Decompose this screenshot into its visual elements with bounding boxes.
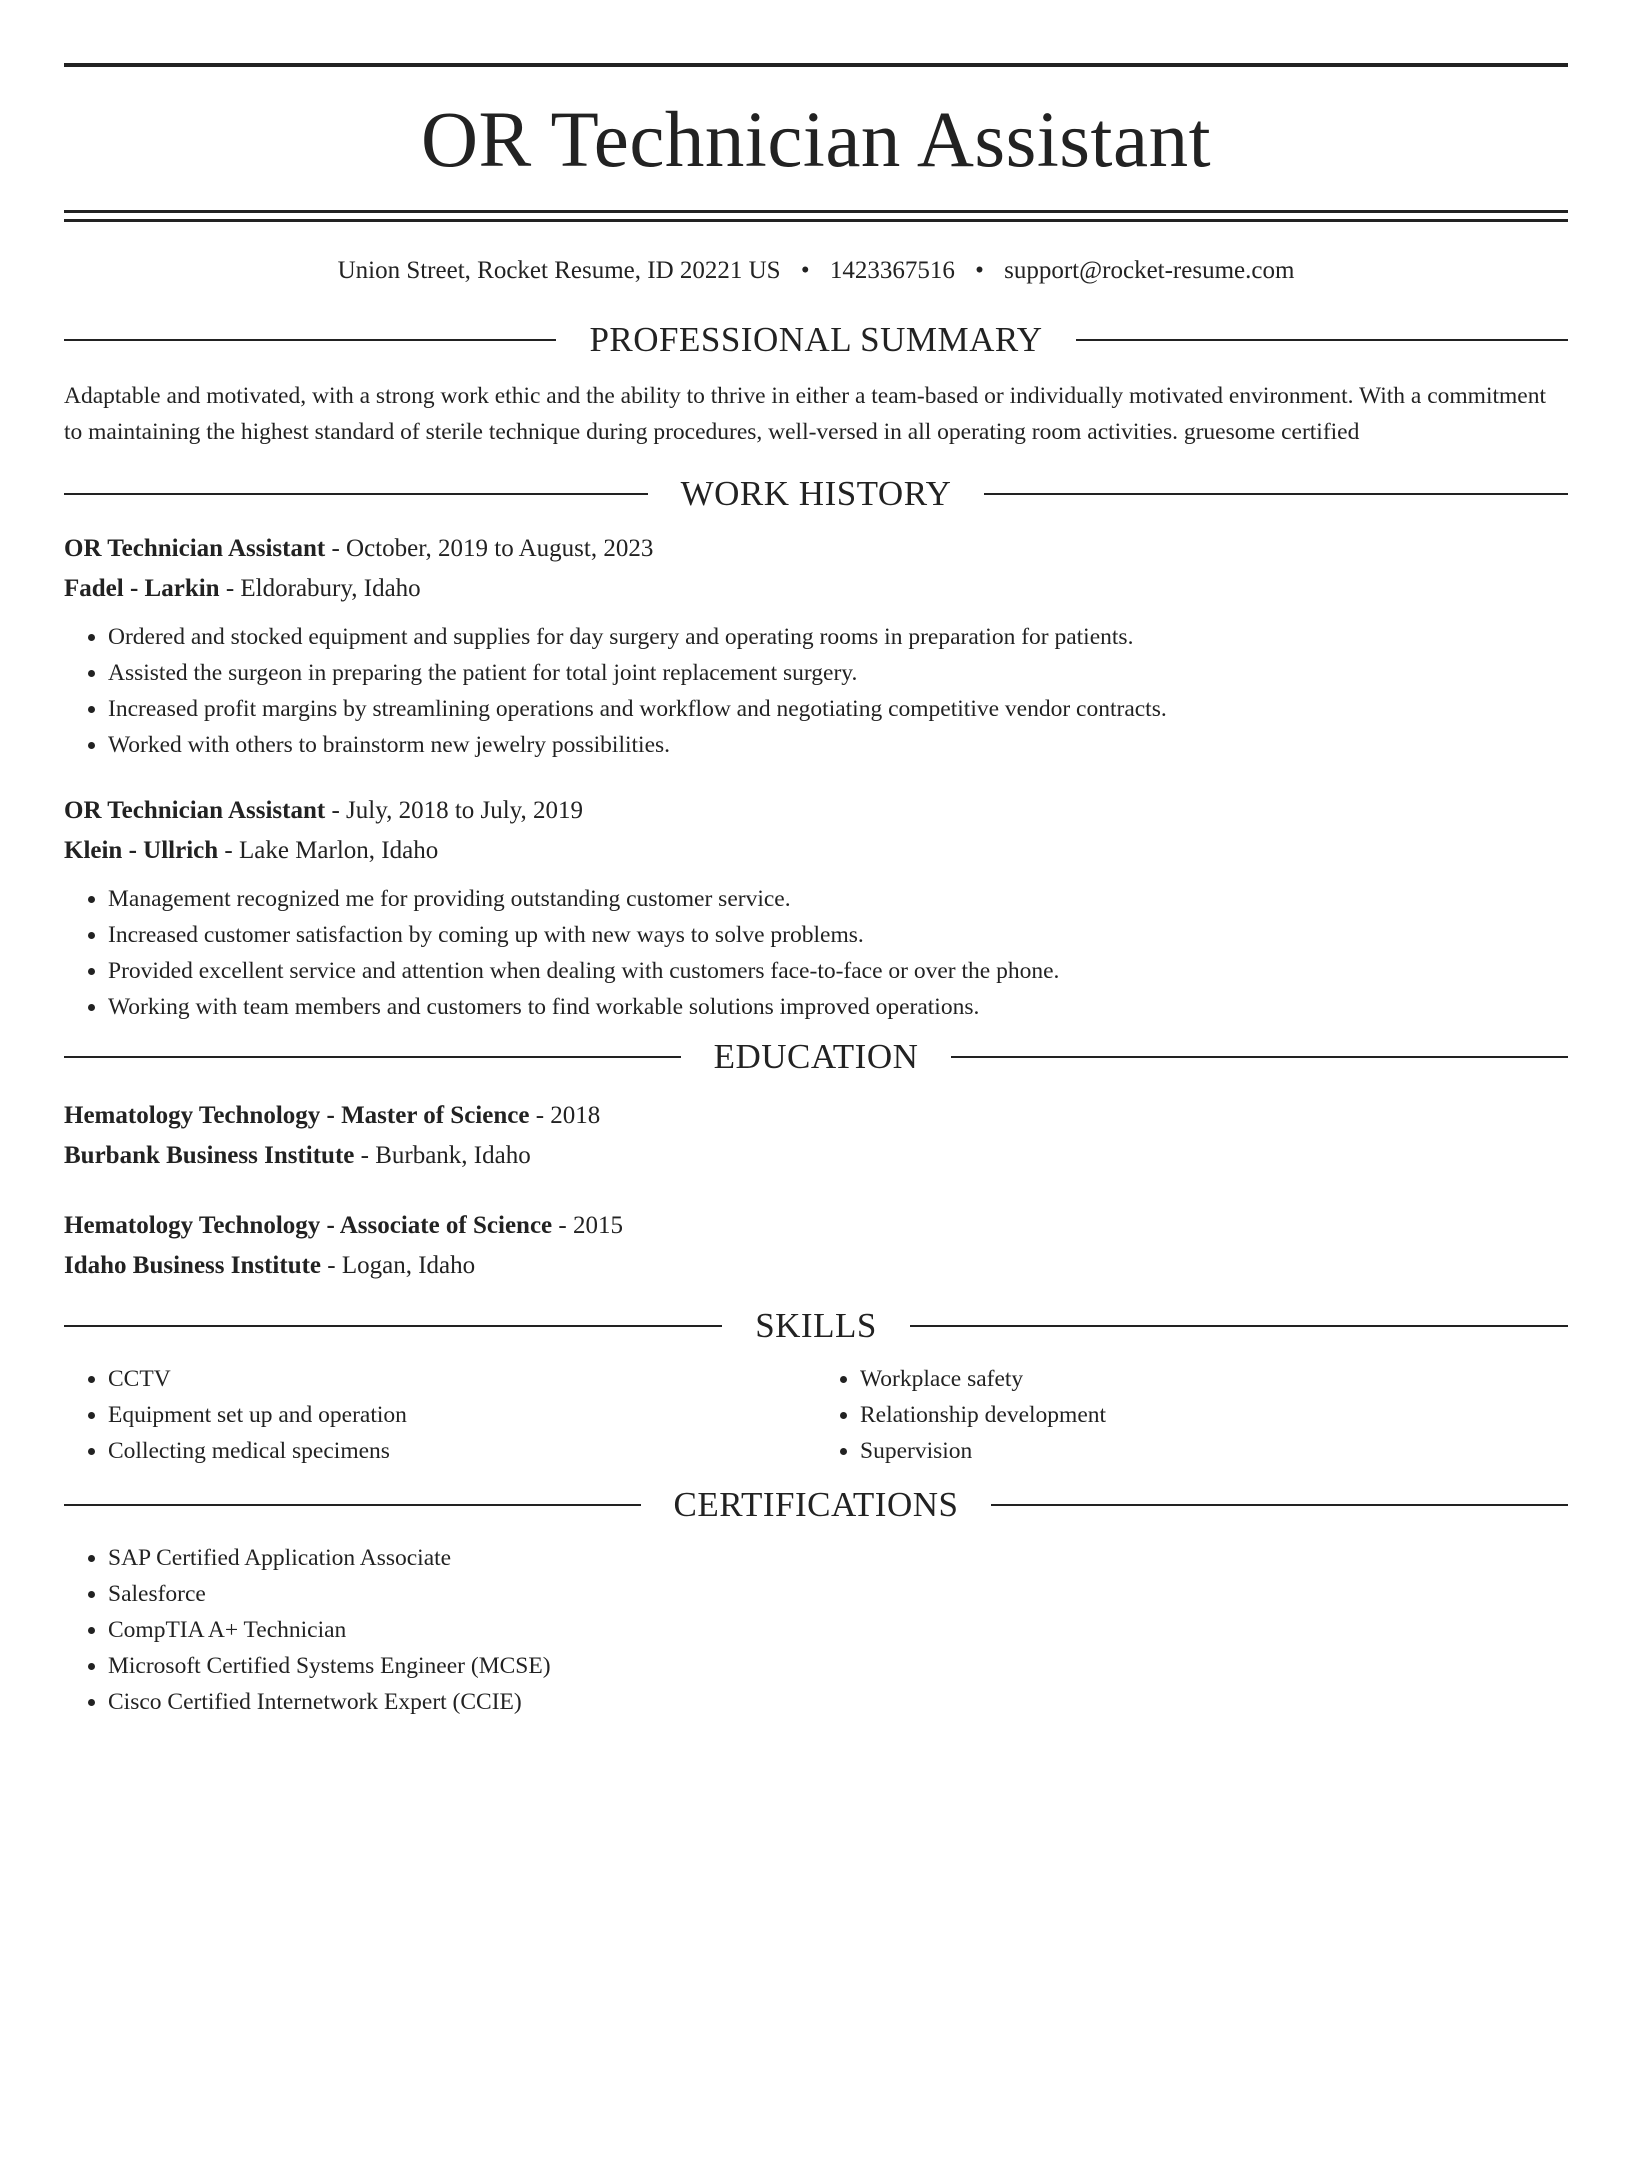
heading-rule-right <box>951 1056 1568 1058</box>
skills-column-left <box>64 1361 816 1469</box>
title-double-rule <box>64 210 1568 222</box>
education-section-heading <box>64 1039 1568 1074</box>
education-school-line <box>64 1246 1568 1286</box>
heading-rule-right <box>1076 339 1568 341</box>
work-bullet: • Management recognized me for providing outstanding customer service. <box>108 881 1568 917</box>
heading-rule-left <box>64 1504 641 1506</box>
education-degree-line <box>64 1206 1568 1246</box>
work-bullet: • Increased profit margins by streamlining operations and workflow and negotiating competitive vendor contracts. <box>108 691 1568 727</box>
work-role-line <box>64 529 1568 569</box>
education-school: Burbank Business Institute <box>64 1142 355 1169</box>
education-degree: Hematology Technology - Master of Science <box>64 1102 530 1129</box>
skill-item: • Relationship development <box>860 1397 1568 1433</box>
work-bullet: • Ordered and stocked equipment and supplies for day surgery and operating rooms in preparation for patients. <box>108 619 1568 655</box>
work-role: OR Technician Assistant <box>64 797 326 824</box>
work-role: OR Technician Assistant <box>64 535 326 562</box>
work-entry <box>64 529 1568 763</box>
work-bullets <box>64 881 1568 1025</box>
summary-heading: PROFESSIONAL SUMMARY <box>589 320 1043 359</box>
work-company: Klein - Ullrich <box>64 837 219 864</box>
work-location: - Lake Marlon, Idaho <box>218 837 439 864</box>
contact-separator: • <box>800 257 810 284</box>
skill-item: • Workplace safety <box>860 1361 1568 1397</box>
summary-text: Adaptable and motivated, with a strong work ethic and the ability to thrive in either a team-based or individually motivated environment. With a commitment to maintaining the highest standard of sterile technique during procedures, well-versed in all operating room activities. gruesome certified <box>64 383 1547 445</box>
work-bullet: • Assisted the surgeon in preparing the patient for total joint replacement surgery. <box>108 655 1568 691</box>
heading-rule-left <box>64 493 648 495</box>
contact-phone: 1423367516 <box>829 257 955 284</box>
education-degree: Hematology Technology - Associate of Science <box>64 1212 553 1239</box>
contact-email: support@rocket-resume.com <box>1004 257 1295 284</box>
work-bullet: • Increased customer satisfaction by coming up with new ways to solve problems. <box>108 917 1568 953</box>
resume-title: OR Technician Assistant <box>420 97 1212 184</box>
skills-section-heading <box>64 1308 1568 1343</box>
skill-item: • Equipment set up and operation <box>108 1397 816 1433</box>
work-entry <box>64 791 1568 1025</box>
education-entry <box>64 1096 1568 1176</box>
education-year: - 2015 <box>552 1212 623 1239</box>
certification-item: • Microsoft Certified Systems Engineer (MCSE) <box>108 1648 1568 1684</box>
certifications-list <box>64 1540 1568 1720</box>
heading-rule-left <box>64 1325 722 1327</box>
work-bullet: • Working with team members and customers to find workable solutions improved operations. <box>108 989 1568 1025</box>
work-dates: - October, 2019 to August, 2023 <box>325 535 654 562</box>
education-entry <box>64 1206 1568 1286</box>
work-bullet: • Worked with others to brainstorm new jewelry possibilities. <box>108 727 1568 763</box>
education-degree-line <box>64 1096 1568 1136</box>
work-company: Fadel - Larkin <box>64 575 220 602</box>
work-bullet: • Provided excellent service and attention when dealing with customers face-to-face or over the phone. <box>108 953 1568 989</box>
heading-rule-left <box>64 1056 681 1058</box>
certification-item: • SAP Certified Application Associate <box>108 1540 1568 1576</box>
work-role-line <box>64 791 1568 831</box>
skills-grid <box>64 1361 1568 1469</box>
education-year: - 2018 <box>529 1102 601 1129</box>
skill-item: • Supervision <box>860 1433 1568 1469</box>
certification-item: • CompTIA A+ Technician <box>108 1612 1568 1648</box>
summary-section-heading <box>64 322 1568 357</box>
education-location: - Logan, Idaho <box>321 1252 476 1279</box>
heading-rule-right <box>991 1504 1568 1506</box>
skill-item: • CCTV <box>108 1361 816 1397</box>
work-bullets <box>64 619 1568 763</box>
contact-line <box>64 258 1568 284</box>
certification-item: • Cisco Certified Internetwork Expert (CCIE) <box>108 1684 1568 1720</box>
heading-rule-right <box>910 1325 1568 1327</box>
heading-rule-right <box>984 493 1568 495</box>
work-dates: - July, 2018 to July, 2019 <box>325 797 584 824</box>
contact-separator: • <box>975 257 984 284</box>
certification-item: • Salesforce <box>108 1576 1568 1612</box>
skill-item: • Collecting medical specimens <box>108 1433 816 1469</box>
skills-column-right <box>816 1361 1568 1469</box>
heading-rule-left <box>64 339 556 341</box>
education-school-line <box>64 1136 1568 1176</box>
education-heading: EDUCATION <box>713 1037 919 1076</box>
skills-heading: SKILLS <box>755 1306 877 1345</box>
work-company-line <box>64 831 1568 871</box>
certifications-section-heading <box>64 1487 1568 1522</box>
work-section-heading <box>64 476 1568 511</box>
resume-page <box>0 63 1632 2175</box>
education-location: - Burbank, Idaho <box>354 1142 531 1169</box>
work-location: - Eldorabury, Idaho <box>219 575 421 602</box>
education-school: Idaho Business Institute <box>64 1252 322 1279</box>
work-heading: WORK HISTORY <box>680 474 952 513</box>
certifications-heading: CERTIFICATIONS <box>673 1485 959 1524</box>
contact-address: Union Street, Rocket Resume, ID 20221 US <box>337 257 781 284</box>
work-company-line <box>64 569 1568 609</box>
top-rule <box>64 63 1568 67</box>
